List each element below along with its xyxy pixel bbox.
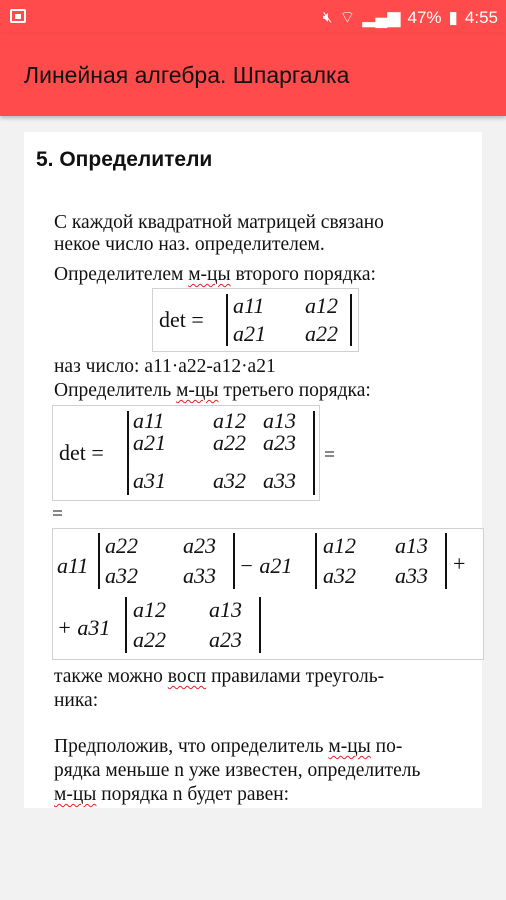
paragraph-line: м-цы порядка n будет равен: [54, 784, 290, 805]
equals-sign: = [52, 504, 63, 525]
wifi-icon: ⌔ [339, 8, 356, 27]
paragraph-line: Определитель м-цы третьего порядка: [54, 380, 371, 401]
battery-percent: 47% [407, 7, 442, 27]
mute-icon: 🔇︎ [322, 9, 333, 26]
gallery-notification-icon [10, 9, 26, 23]
status-bar [0, 0, 506, 34]
app-toolbar [0, 34, 506, 116]
paragraph-line: С каждой квадратной матрицей связано [54, 212, 384, 233]
content-card[interactable] [24, 132, 482, 808]
clock: 4:55 [464, 7, 498, 27]
paragraph-line: некое число наз. определителем. [54, 234, 325, 255]
det-3x3-formula: det = a11 a12 a13 a21 a22 a23 a31 a32 a33 [52, 405, 320, 501]
equals-sign: = [324, 445, 335, 466]
det-expansion-formula: a11 a22 a23 a32 a33 − a21 a12 a13 a32 a33 + + a31 a12 a13 a22 a23 [52, 528, 484, 660]
paragraph-line: рядка меньше n уже известен, определитель [54, 760, 421, 781]
paragraph-line: Определителем м-цы второго порядка: [54, 264, 376, 285]
paragraph-line: наз число: a11·a22-a12·a21 [54, 356, 276, 377]
paragraph-line: ника: [54, 690, 99, 711]
signal-icon: ▂▄▆ [362, 7, 401, 27]
paragraph-line: также можно восп правилами треуголь- [54, 666, 385, 687]
battery-icon: ▮ [448, 7, 458, 27]
section-title: 5. Определители [36, 148, 213, 171]
det-2x2-formula: det = a11 a12 a21 a22 [152, 288, 359, 352]
app-title: Линейная алгебра. Шпаргалка [24, 62, 350, 88]
paragraph-line: Предположив, что определитель м-цы по- [54, 736, 403, 757]
